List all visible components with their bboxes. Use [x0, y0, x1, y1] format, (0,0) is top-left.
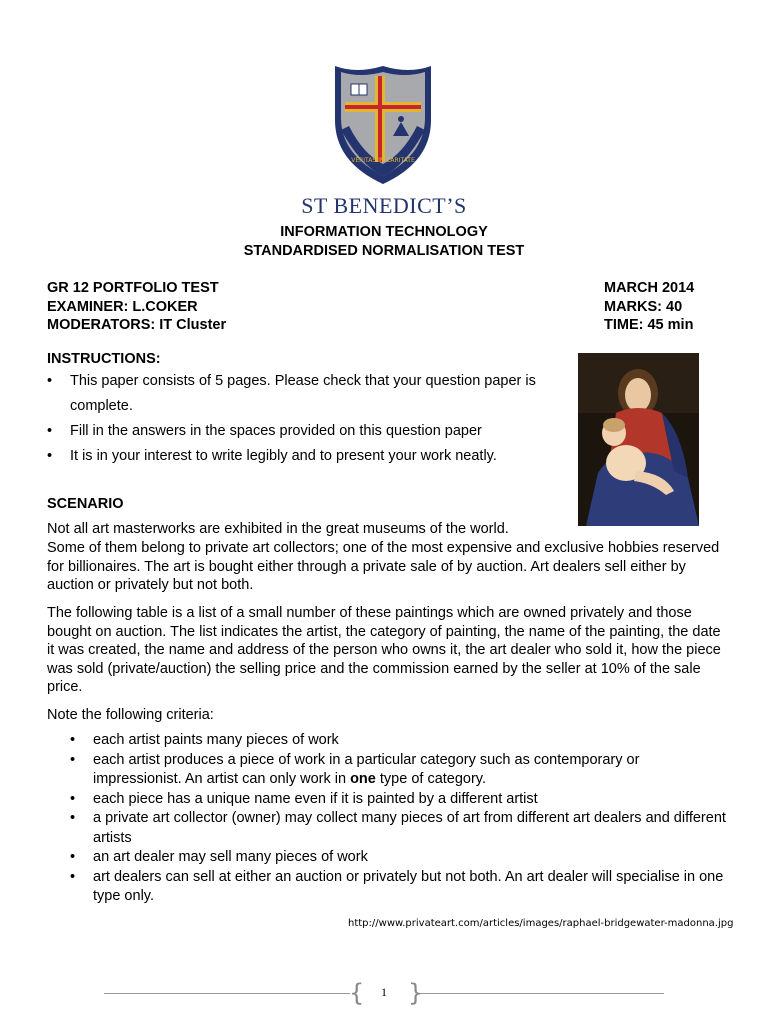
criteria-text: each artist produces a piece of work in a particular category such as contemporary or impressionist. An artist can only work in	[93, 751, 640, 787]
examiner: EXAMINER: L.COKER	[47, 298, 198, 315]
scenario-heading: SCENARIO	[47, 496, 124, 512]
school-crest-logo	[331, 62, 435, 186]
page-number: 1	[381, 985, 387, 999]
image-source-url: http://www.privateart.com/articles/images/raphael-bridgewater-madonna.jpg	[348, 918, 734, 929]
instruction-item: • It is in your interest to write legibly and to present your work neatly.	[47, 444, 572, 469]
instruction-item: • Fill in the answers in the spaces provided on this question paper	[47, 419, 572, 444]
criteria-item: • art dealers can sell at either an auction or privately but not both. An art dealer will specialise in one type only.	[70, 868, 730, 907]
scenario-paragraph-1: Not all art masterworks are exhibited in the great museums of the world.	[47, 521, 509, 537]
subject-title: INFORMATION TECHNOLOGY	[280, 224, 488, 240]
criteria-list	[70, 731, 730, 907]
scenario-paragraph-2: Some of them belong to private art collectors; one of the most expensive and exclusive hobbies reserved for billionaires. The art is bought either through a private sale of by auction. Art dealers sell either by auction or privately but not both.	[47, 540, 720, 593]
school-name: ST BENEDICT’S	[301, 193, 467, 218]
criteria-item: • an art dealer may sell many pieces of work	[70, 848, 730, 868]
test-name: GR 12 PORTFOLIO TEST	[47, 280, 219, 296]
criteria-item: • each piece has a unique name even if it is painted by a different artist	[70, 790, 730, 810]
criteria-item: • each artist paints many pieces of work	[70, 731, 730, 751]
test-date: MARCH 2014	[604, 280, 695, 296]
madonna-painting-image	[578, 353, 699, 526]
footer-bracket-right: }	[408, 979, 424, 1007]
footer-rule-right	[420, 993, 664, 994]
meta-right-block	[604, 279, 694, 335]
criteria-emphasis: one	[350, 771, 376, 787]
instructions-list	[47, 369, 572, 469]
meta-left-block	[47, 279, 226, 335]
instructions-heading: INSTRUCTIONS:	[47, 351, 161, 367]
test-title: STANDARDISED NORMALISATION TEST	[243, 243, 525, 259]
criteria-intro: Note the following criteria:	[47, 707, 214, 723]
scenario-paragraph-3: The following table is a list of a small number of these paintings which are owned privately and those bought on auction. The list indicates the artist, the category of painting, the name of the painting, the date it was created, the name and address of the person who owns it, the art dealer who sold it, how the piece was sold (private/auction) the selling price and the commission earned by the seller at 10% of the sale price.	[47, 605, 721, 695]
footer-rule-left	[104, 993, 350, 994]
criteria-text: type of category.	[375, 771, 487, 787]
instruction-item: • This paper consists of 5 pages. Please check that your question paper is complete.	[47, 369, 572, 419]
criteria-item	[70, 751, 730, 790]
moderators: MODERATORS: IT Cluster	[47, 317, 227, 333]
footer-bracket-left: {	[349, 979, 365, 1007]
test-time: TIME: 45 min	[604, 317, 694, 333]
svg-text:VERITAS IN CARITATE: VERITAS IN CARITATE	[351, 157, 415, 164]
test-marks: MARKS: 40	[604, 298, 683, 315]
criteria-item: • a private art collector (owner) may collect many pieces of art from different art dealers and different artists	[70, 809, 730, 848]
